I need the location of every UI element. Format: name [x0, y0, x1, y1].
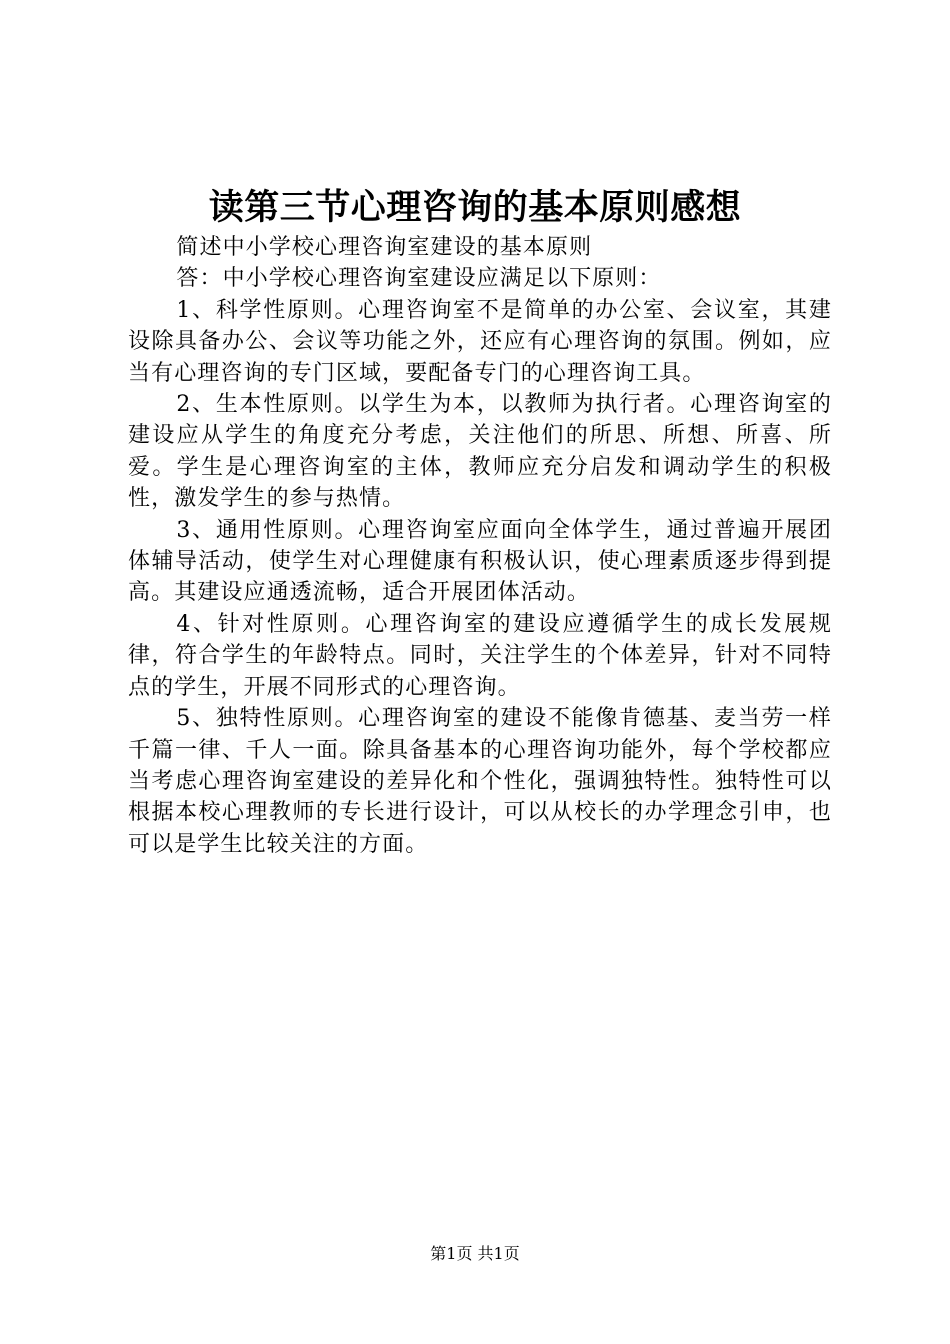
- document-body: [128, 232, 832, 860]
- body-paragraph: 4、针对性原则。心理咨询室的建设应遵循学生的成长发展规律，符合学生的年龄特点。同时，关注学生的个体差异，针对不同特点的学生，开展不同形式的心理咨询。: [128, 611, 832, 700]
- body-paragraph: 3、通用性原则。心理咨询室应面向全体学生，通过普遍开展团体辅导活动，使学生对心理健康有积极认识，使心理素质逐步得到提高。其建设应通透流畅，适合开展团体活动。: [128, 517, 832, 606]
- body-paragraph: 答：中小学校心理咨询室建设应满足以下原则：: [176, 266, 662, 292]
- body-paragraph: 2、生本性原则。以学生为本，以教师为执行者。心理咨询室的建设应从学生的角度充分考虑，关注他们的所思、所想、所喜、所爱。学生是心理咨询室的主体，教师应充分启发和调动学生的积极性，激发学生的参与热情。: [128, 392, 832, 512]
- body-paragraph: 1、科学性原则。心理咨询室不是简单的办公室、会议室，其建设除具备办公、会议等功能之外，还应有心理咨询的氛围。例如，应当有心理咨询的专门区域，要配备专门的心理咨询工具。: [128, 297, 832, 386]
- body-paragraph: 5、独特性原则。心理咨询室的建设不能像肯德基、麦当劳一样千篇一律、千人一面。除具备基本的心理咨询功能外，每个学校都应当考虑心理咨询室建设的差异化和个性化，强调独特性。独特性可以根据本校心理教师的专长进行设计，可以从校长的办学理念引申，也可以是学生比较关注的方面。: [128, 706, 832, 857]
- body-paragraph: 简述中小学校心理咨询室建设的基本原则: [176, 235, 593, 260]
- document-title: 读第三节心理咨询的基本原则感想: [208, 187, 742, 228]
- page-footer: 第1页 共1页: [430, 1244, 520, 1263]
